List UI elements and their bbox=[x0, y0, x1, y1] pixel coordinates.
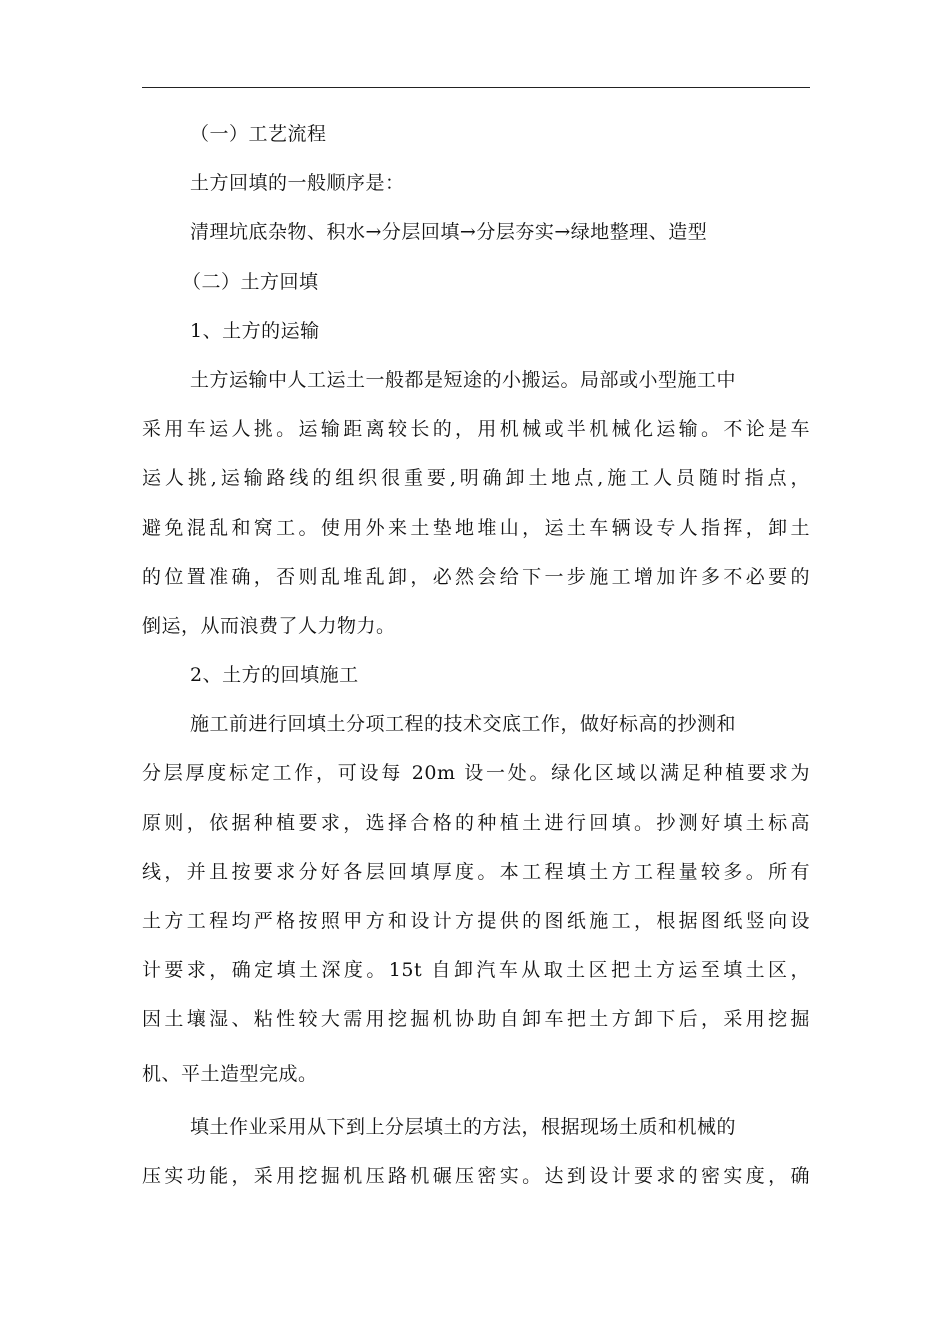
text-line: 避免混乱和窝工。使用外来土垫地堆山，运土车辆设专人指挥，卸土 bbox=[142, 516, 810, 539]
text-line: 分层厚度标定工作，可设每 20m 设一处。绿化区域以满足种植要求为 bbox=[142, 762, 810, 785]
text-line: 机、平土造型完成。 bbox=[142, 1062, 318, 1085]
text-line: 因土壤湿、粘性较大需用挖掘机协助自卸车把土方卸下后，采用挖掘 bbox=[142, 1008, 810, 1031]
text-line: 的位置准确，否则乱堆乱卸，必然会给下一步施工增加许多不必要的 bbox=[142, 565, 810, 588]
document-body bbox=[142, 110, 810, 1201]
text-line: 倒运，从而浪费了人力物力。 bbox=[142, 614, 396, 637]
text-line: 运人挑,运输路线的组织很重要,明确卸土地点,施工人员随时指点， bbox=[142, 467, 810, 490]
text-line: 2、土方的回填施工 bbox=[190, 664, 359, 687]
text-line: （二）土方回填 bbox=[182, 270, 319, 293]
text-line: 土方回填的一般顺序是： bbox=[190, 172, 405, 195]
text-line: 施工前进行回填土分项工程的技术交底工作，做好标高的抄测和 bbox=[190, 713, 737, 736]
text-line: 压实功能，采用挖掘机压路机碾压密实。达到设计要求的密实度，确 bbox=[142, 1164, 810, 1187]
text-line: （一）工艺流程 bbox=[190, 123, 327, 145]
text-line: 清理坑底杂物、积水→分层回填→分层夯实→绿地整理、造型 bbox=[190, 221, 708, 244]
text-line: 土方运输中人工运土一般都是短途的小搬运。局部或小型施工中 bbox=[190, 368, 737, 391]
text-line: 土方工程均严格按照甲方和设计方提供的图纸施工，根据图纸竖向设 bbox=[142, 910, 810, 932]
text-line: 计要求，确定填土深度。15t 自卸汽车从取土区把土方运至填土区， bbox=[142, 959, 810, 982]
text-line: 采用车运人挑。运输距离较长的，用机械或半机械化运输。不论是车 bbox=[142, 418, 810, 441]
header-rule bbox=[142, 87, 810, 88]
text-line: 原则，依据种植要求，选择合格的种植土进行回填。抄测好填土标高 bbox=[142, 811, 810, 834]
text-line: 线，并且按要求分好各层回填厚度。本工程填土方工程量较多。所有 bbox=[142, 860, 810, 883]
text-line: 填土作业采用从下到上分层填土的方法，根据现场土质和机械的 bbox=[190, 1115, 737, 1138]
text-line: 1、土方的运输 bbox=[190, 319, 320, 342]
